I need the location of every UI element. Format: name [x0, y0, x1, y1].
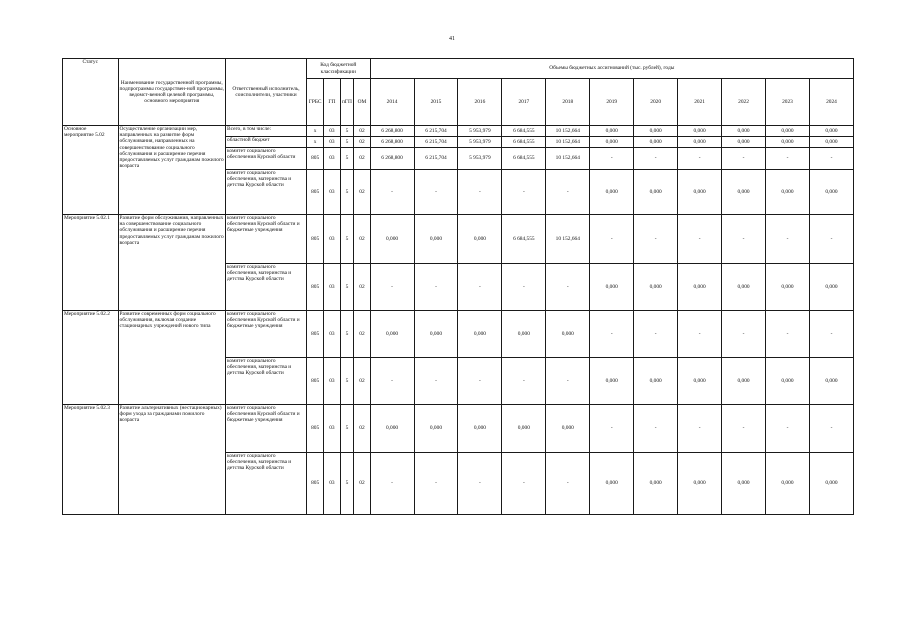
row-value-cell: 0,000 [590, 358, 634, 405]
row-value-cell: - [414, 358, 458, 405]
row-gp: 03 [324, 453, 340, 515]
row-value-cell: 0,000 [678, 453, 722, 515]
row-value-cell: 0,000 [634, 170, 678, 215]
row-value-cell: 0,000 [678, 137, 722, 148]
row-grbs: х [306, 126, 323, 137]
row-value-cell: - [590, 215, 634, 264]
row-value-cell: 0,000 [678, 264, 722, 311]
row-value-cell: 0,000 [502, 311, 546, 358]
row-value-cell: 0,000 [414, 215, 458, 264]
header-name: Наименование государственной программы, подпрограммы государствен-ной программы, ведомст-венной целевой программы, основного мероприятия [118, 59, 226, 126]
row-value-cell: 0,000 [590, 170, 634, 215]
row-gp: 03 [324, 137, 340, 148]
row-value-cell: 0,000 [678, 170, 722, 215]
row-value-cell: - [809, 215, 853, 264]
row-value-cell: 0,000 [370, 405, 414, 453]
row-value-cell: 0,000 [458, 405, 502, 453]
row-value-cell: - [766, 215, 810, 264]
row-pgp: 5 [340, 264, 354, 311]
row-value-cell: - [546, 170, 590, 215]
row-value-cell: - [809, 148, 853, 170]
row-value-cell: - [722, 405, 766, 453]
row-value-cell: 6 268,800 [370, 126, 414, 137]
header-year: 2023 [766, 79, 810, 126]
row-value-cell: 0,000 [766, 264, 810, 311]
row-value-cell: 0,000 [722, 126, 766, 137]
row-value-cell: 0,000 [590, 264, 634, 311]
row-value-cell: 0,000 [809, 137, 853, 148]
row-executor: комитет социального обеспечения, материнства и детства Курской области [226, 453, 307, 515]
row-measure-name: Развитие альтернативных (нестационарных) форм ухода за гражданами пожилого возраста [118, 405, 226, 515]
row-gp: 03 [324, 148, 340, 170]
row-value-cell: 5 953,979 [458, 126, 502, 137]
row-value-cell: - [634, 148, 678, 170]
row-value-cell: 0,000 [634, 358, 678, 405]
header-budget-code: Код бюджетной классификации [306, 59, 370, 79]
row-value-cell: 0,000 [634, 137, 678, 148]
row-pgp: 5 [340, 405, 354, 453]
row-value-cell: 0,000 [809, 170, 853, 215]
row-grbs: 805 [306, 311, 323, 358]
row-pgp: 5 [340, 311, 354, 358]
row-executor: комитет социального обеспечения, материнства и детства Курской области [226, 264, 307, 311]
row-value-cell: - [502, 170, 546, 215]
row-measure-name: Развитие форм обслуживания, направленных на совершенствование социального обслуживания и расширение перечня предоставляемых услуг гражданам пожилого возраста [118, 215, 226, 311]
row-executor: комитет социального обеспечения, материнства и детства Курской области [226, 170, 307, 215]
header-year: 2018 [546, 79, 590, 126]
row-gp: 03 [324, 170, 340, 215]
row-pgp: 5 [340, 215, 354, 264]
row-value-cell: 0,000 [678, 126, 722, 137]
row-gp: 03 [324, 311, 340, 358]
row-value-cell: 0,000 [722, 170, 766, 215]
header-year: 2017 [502, 79, 546, 126]
row-value-cell: 0,000 [678, 358, 722, 405]
row-status: Мероприятие 5.02.3 [63, 405, 119, 515]
row-value-cell: - [590, 311, 634, 358]
row-value-cell: - [370, 264, 414, 311]
row-value-cell: - [590, 148, 634, 170]
row-pgp: 5 [340, 170, 354, 215]
row-value-cell: 10 152,664 [546, 126, 590, 137]
row-measure-name: Развитие современных форм социального обслуживания, включая создание стационарных учреждений нового типа [118, 311, 226, 405]
row-value-cell: 6 268,800 [370, 148, 414, 170]
row-value-cell: 0,000 [634, 453, 678, 515]
row-value-cell: 0,000 [722, 453, 766, 515]
row-value-cell: - [766, 405, 810, 453]
row-value-cell: - [678, 311, 722, 358]
row-om: 02 [354, 453, 370, 515]
row-om: 02 [354, 264, 370, 311]
row-value-cell: 0,000 [590, 126, 634, 137]
row-grbs: 805 [306, 148, 323, 170]
row-status: Мероприятие 5.02.2 [63, 311, 119, 405]
row-value-cell: - [678, 215, 722, 264]
row-value-cell: - [414, 170, 458, 215]
row-value-cell: - [809, 405, 853, 453]
header-year: 2016 [458, 79, 502, 126]
row-value-cell: - [766, 148, 810, 170]
row-value-cell: 0,000 [414, 311, 458, 358]
header-executor: Ответственный исполнитель, соисполнители, участники [226, 59, 307, 126]
row-value-cell: 6 215,704 [414, 148, 458, 170]
row-value-cell: 0,000 [590, 137, 634, 148]
row-value-cell: 0,000 [546, 405, 590, 453]
row-gp: 03 [324, 126, 340, 137]
row-value-cell: 0,000 [766, 170, 810, 215]
row-grbs: 805 [306, 264, 323, 311]
header-gp: ГП [324, 79, 340, 126]
row-pgp: 5 [340, 453, 354, 515]
row-om: 02 [354, 126, 370, 137]
header-om: ОМ [354, 79, 370, 126]
row-value-cell: - [809, 311, 853, 358]
row-grbs: 805 [306, 405, 323, 453]
row-grbs: 805 [306, 358, 323, 405]
header-year: 2020 [634, 79, 678, 126]
row-value-cell: 6 684,555 [502, 137, 546, 148]
row-om: 02 [354, 137, 370, 148]
row-value-cell: - [634, 215, 678, 264]
row-om: 02 [354, 311, 370, 358]
header-year: 2015 [414, 79, 458, 126]
header-year: 2021 [678, 79, 722, 126]
row-pgp: 5 [340, 148, 354, 170]
row-value-cell: 6 684,555 [502, 148, 546, 170]
row-executor: комитет социального обеспечения Курской области и бюджетные учреждения [226, 405, 307, 453]
row-gp: 03 [324, 358, 340, 405]
header-year: 2024 [809, 79, 853, 126]
row-value-cell: - [414, 264, 458, 311]
row-value-cell: 0,000 [809, 264, 853, 311]
row-value-cell: 0,000 [458, 311, 502, 358]
row-value-cell: - [722, 148, 766, 170]
row-value-cell: 0,000 [370, 311, 414, 358]
row-value-cell: - [370, 170, 414, 215]
row-value-cell: - [458, 264, 502, 311]
row-value-cell: 6 684,555 [502, 215, 546, 264]
row-value-cell: 6 215,704 [414, 137, 458, 148]
header-volumes: Объемы бюджетных ассигнований (тыс. рублей), годы [370, 59, 853, 79]
row-value-cell: 0,000 [766, 358, 810, 405]
row-gp: 03 [324, 215, 340, 264]
row-om: 02 [354, 170, 370, 215]
row-executor: комитет социального обеспечения, материнства и детства Курской области [226, 358, 307, 405]
row-value-cell: 0,000 [634, 126, 678, 137]
page-number: 41 [449, 36, 455, 42]
row-value-cell: - [722, 215, 766, 264]
row-status: Основное мероприятие 5.02 [63, 126, 119, 215]
row-gp: 03 [324, 264, 340, 311]
row-value-cell: 6 684,555 [502, 126, 546, 137]
table-row [63, 311, 854, 358]
row-grbs: 805 [306, 170, 323, 215]
row-grbs: 805 [306, 453, 323, 515]
table-row [63, 126, 854, 137]
row-value-cell: - [678, 148, 722, 170]
row-value-cell: - [502, 264, 546, 311]
row-value-cell: 0,000 [370, 215, 414, 264]
header-year: 2019 [590, 79, 634, 126]
row-value-cell: - [458, 358, 502, 405]
row-value-cell: - [546, 453, 590, 515]
row-value-cell: 5 953,979 [458, 137, 502, 148]
row-grbs: 805 [306, 215, 323, 264]
row-value-cell: - [678, 405, 722, 453]
row-gp: 03 [324, 405, 340, 453]
row-value-cell: 0,000 [722, 358, 766, 405]
row-value-cell: 0,000 [458, 215, 502, 264]
header-grbs: ГРБС [306, 79, 323, 126]
row-value-cell: 0,000 [766, 137, 810, 148]
row-value-cell: - [370, 453, 414, 515]
row-value-cell: - [458, 170, 502, 215]
row-pgp: 5 [340, 137, 354, 148]
row-pgp: 5 [340, 358, 354, 405]
row-value-cell: 6 268,800 [370, 137, 414, 148]
row-value-cell: - [590, 405, 634, 453]
table-row [63, 405, 854, 453]
row-value-cell: - [634, 311, 678, 358]
row-value-cell: - [414, 453, 458, 515]
row-value-cell: 0,000 [414, 405, 458, 453]
row-value-cell: 6 215,704 [414, 126, 458, 137]
table-row [63, 215, 854, 264]
row-value-cell: - [634, 405, 678, 453]
row-om: 02 [354, 215, 370, 264]
row-value-cell: 0,000 [722, 264, 766, 311]
row-om: 02 [354, 405, 370, 453]
row-value-cell: 0,000 [502, 405, 546, 453]
row-value-cell: - [458, 453, 502, 515]
row-value-cell: - [546, 264, 590, 311]
row-value-cell: 0,000 [809, 358, 853, 405]
row-grbs: х [306, 137, 323, 148]
row-value-cell: 10 152,664 [546, 148, 590, 170]
row-executor: комитет социального обеспечения Курской области и бюджетные учреждения [226, 215, 307, 264]
budget-table [62, 58, 854, 515]
row-value-cell: - [766, 311, 810, 358]
header-pgp: пГП [340, 79, 354, 126]
row-value-cell: 10 152,664 [546, 215, 590, 264]
row-pgp: 5 [340, 126, 354, 137]
row-executor: Всего, в том числе: [226, 126, 307, 137]
row-value-cell: - [502, 453, 546, 515]
row-value-cell: - [546, 358, 590, 405]
row-status: Мероприятие 5.02.1 [63, 215, 119, 311]
header-year: 2022 [722, 79, 766, 126]
row-value-cell: - [722, 311, 766, 358]
row-value-cell: 5 953,979 [458, 148, 502, 170]
row-value-cell: 0,000 [590, 453, 634, 515]
row-value-cell: 0,000 [546, 311, 590, 358]
row-value-cell: 0,000 [809, 126, 853, 137]
row-value-cell: - [370, 358, 414, 405]
row-value-cell: 0,000 [634, 264, 678, 311]
row-value-cell: 0,000 [766, 126, 810, 137]
row-value-cell: 0,000 [809, 453, 853, 515]
row-executor: комитет социального обеспечения Курской области и бюджетные учреждения [226, 311, 307, 358]
row-measure-name: Осуществление организации мер, направленных на развитие форм обслуживания, направленных на совершенствование социального обслуживания и расширение перечня предоставляемых услуг гражданам пожилого возраста [118, 126, 226, 215]
row-executor: областной бюджет [226, 137, 307, 148]
row-value-cell: 10 152,664 [546, 137, 590, 148]
row-om: 02 [354, 358, 370, 405]
row-executor: комитет социального обеспечения Курской области [226, 148, 307, 170]
row-value-cell: 0,000 [766, 453, 810, 515]
row-value-cell: 0,000 [722, 137, 766, 148]
row-value-cell: - [502, 358, 546, 405]
header-status: Статус [63, 59, 119, 126]
row-om: 02 [354, 148, 370, 170]
header-year: 2014 [370, 79, 414, 126]
